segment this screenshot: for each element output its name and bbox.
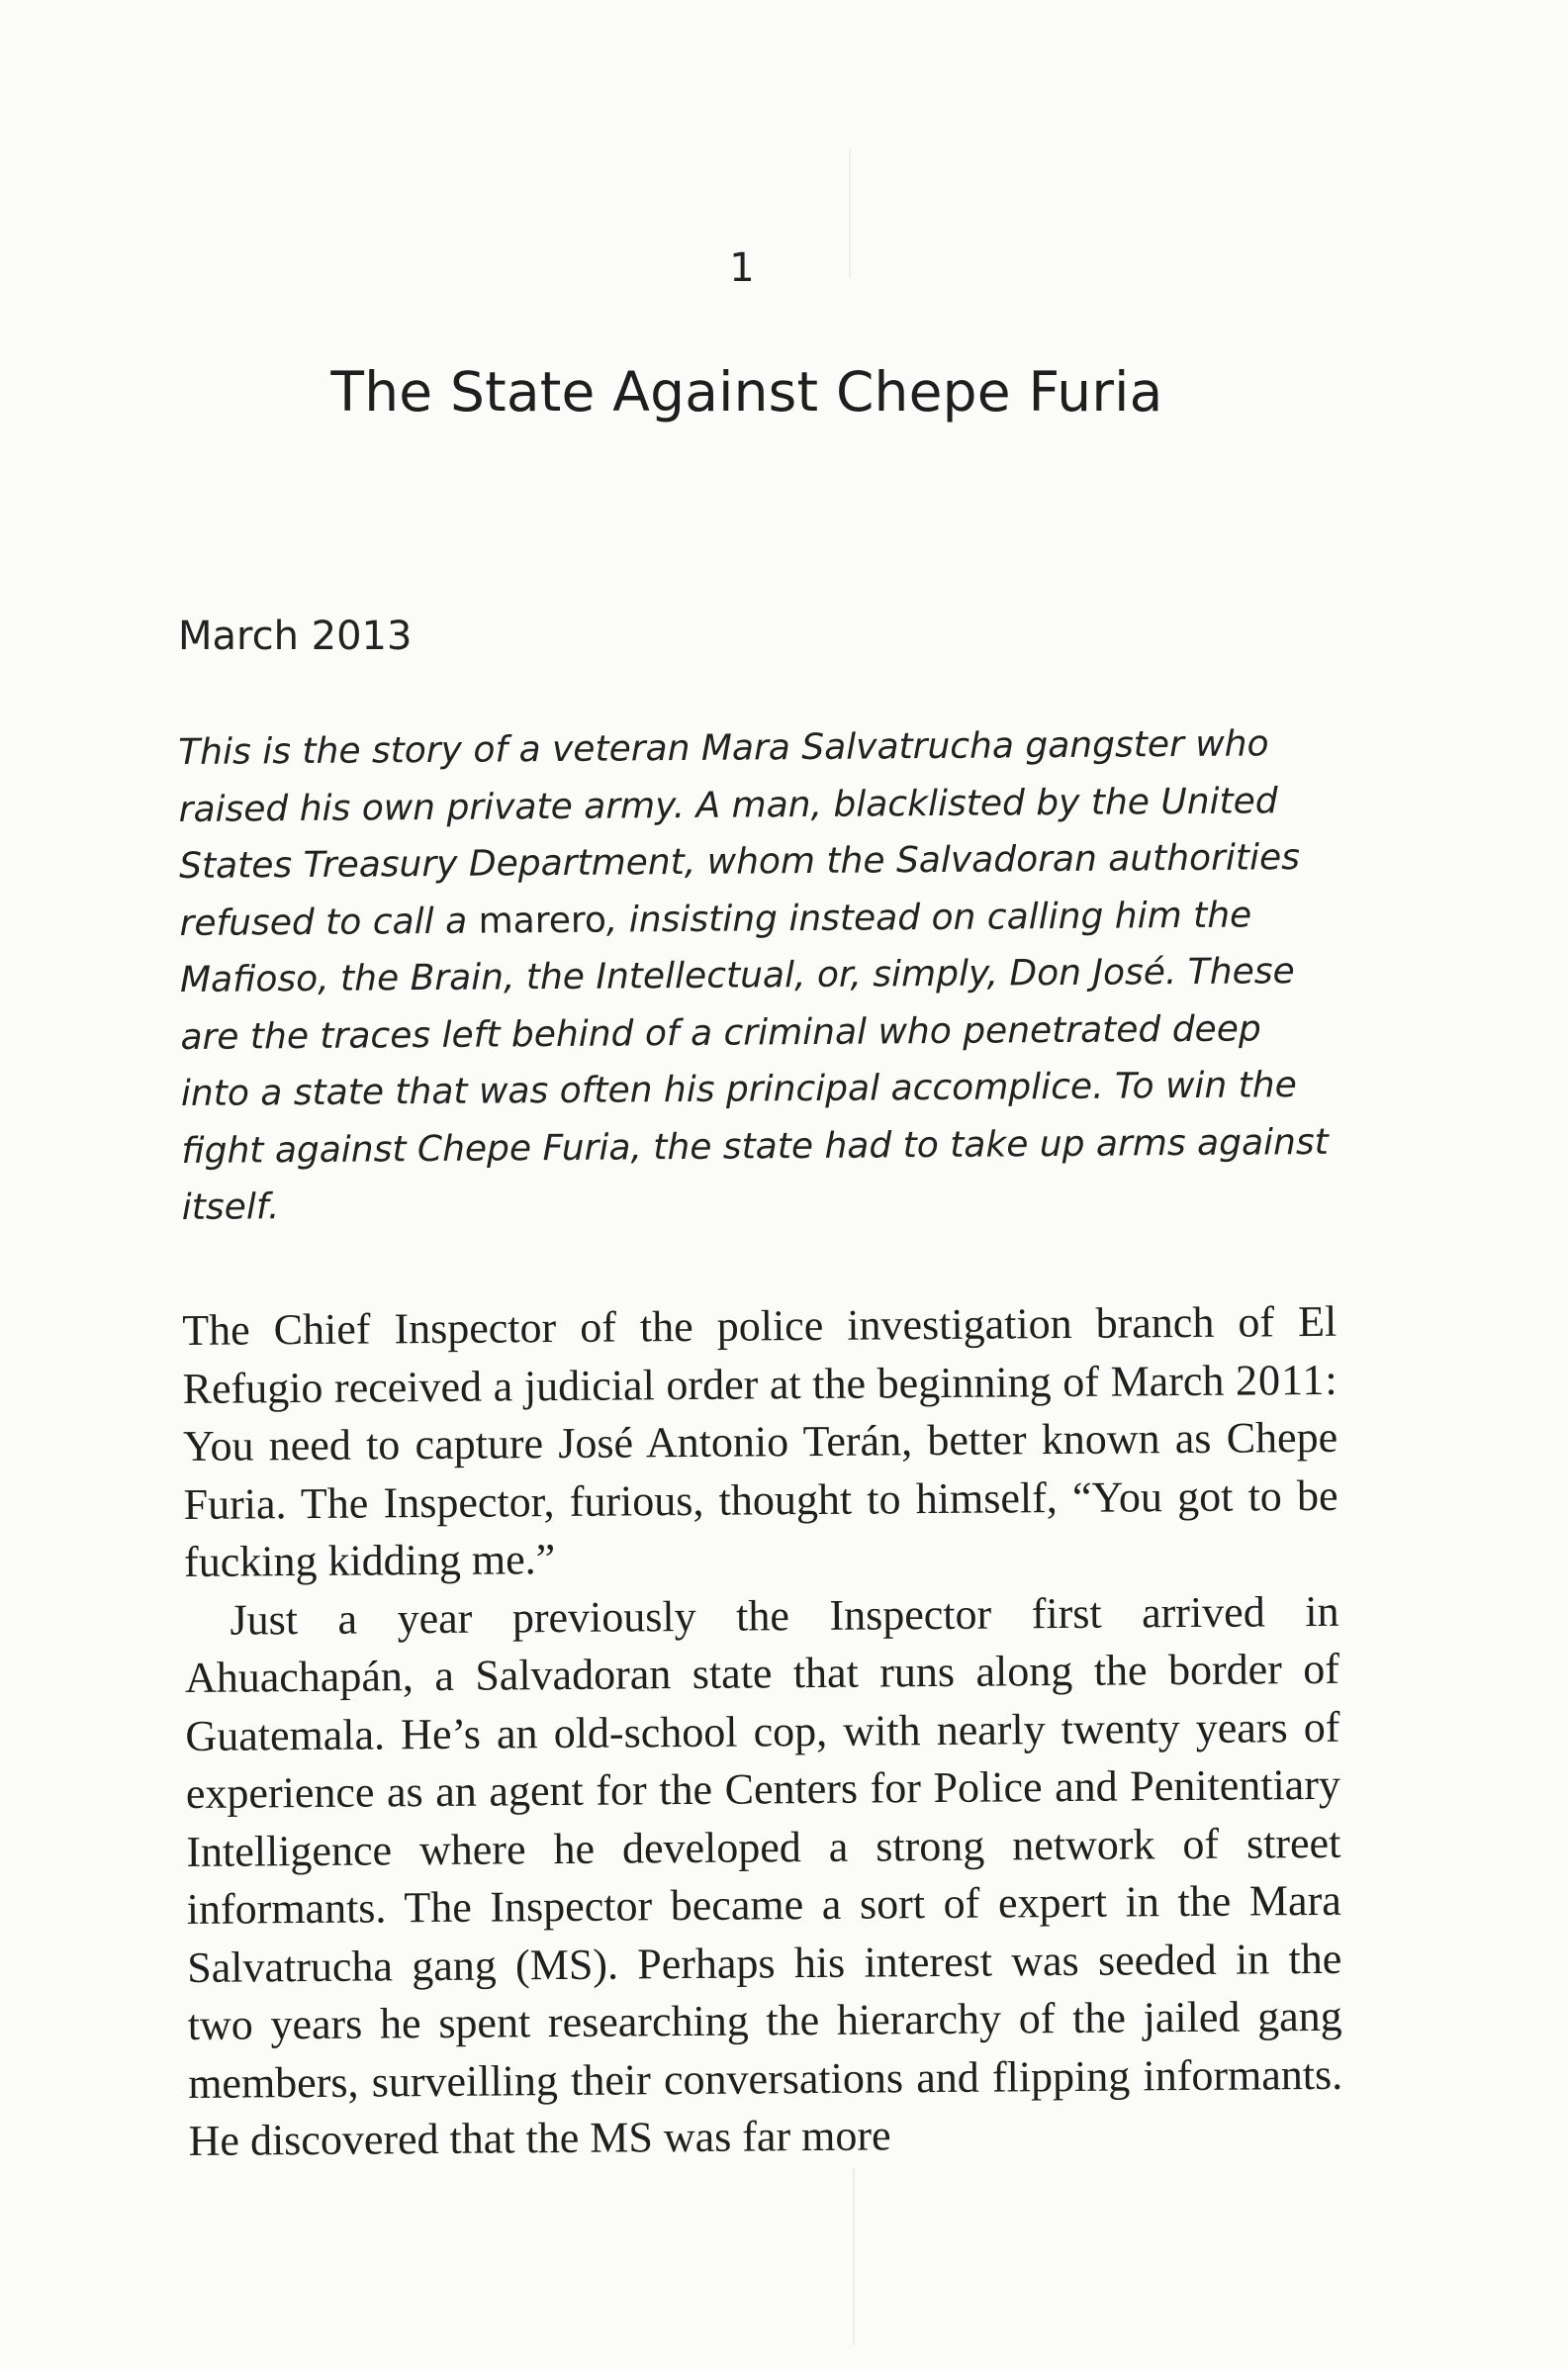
paragraph-1	[182, 1293, 1338, 1592]
paragraph-1-end: : You need to capture José Antonio Terán, better known as Chepe Furia. The Inspector, furious, thought to himself, “You got to be fucking kidding me.”	[182, 1355, 1338, 1586]
paragraph-1-year: 2011	[1235, 1355, 1326, 1405]
chapter-title: The State Against Chepe Furia	[330, 360, 1163, 424]
paragraph-2: Just a year previously the Inspector first arrived in Ahuachapán, a Salvadoran state that runs along the border of Guatemala. He’s an old-school cop, with nearly twenty years of experience as an agent for the Centers for Police and Penitentiary Intelligence where he developed a strong network of street informants. The Inspector became a sort of expert in the Mara Salvatrucha gang (MS). Perhaps his interest was seeded in the two years he spent researching the hierarchy of the jailed gang members, surveilling their conversations and flipping informants. He discovered that the MS was far more	[184, 1586, 1343, 2165]
paragraph-1-start: The Chief Inspector of the police investigation branch of El Refugio received a judicial order at the beginning of March	[182, 1296, 1337, 1413]
chapter-number: 1	[729, 245, 755, 291]
body-text	[182, 1293, 1343, 2171]
dateline: March 2013	[178, 614, 413, 659]
epigraph-text-part2: , insisting instead on calling him the Mafioso, the Brain, the Intellectual, or, simply, Don José. These are the traces left behind of a criminal who penetrated deep into a state that was often his principal accomplice. To win the fight against Chepe Furia, the state had to take up arms against itself.	[179, 894, 1329, 1228]
epigraph-roman-word: marero	[478, 900, 607, 942]
scan-artifact	[853, 2167, 855, 2345]
epigraph-text-part1: This is the story of a veteran Mara Salvatrucha gangster who raised his own private army. A man, blacklisted by the United States Treasury Department, whom the Salvadoran authorities refused to call a	[178, 723, 1301, 944]
epigraph	[178, 715, 1339, 1237]
